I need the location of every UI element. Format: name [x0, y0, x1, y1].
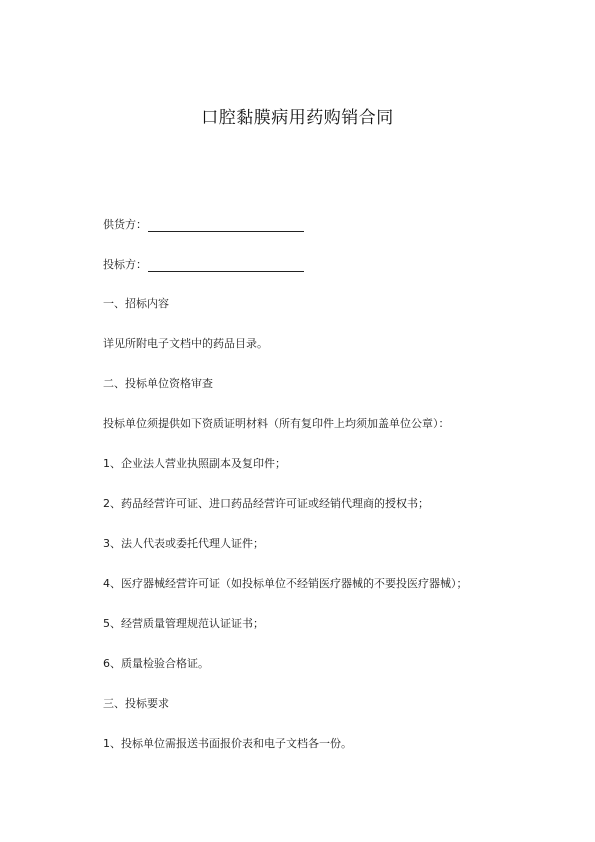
supplier-line [103, 218, 304, 232]
bidder-label: 投标方： [103, 258, 147, 271]
requirement-item-1: 1、投标单位需报送书面报价表和电子文档各一份。 [103, 737, 352, 750]
section-heading-qualification: 二、投标单位资格审查 [103, 377, 213, 390]
section-heading-requirements: 三、投标要求 [103, 697, 169, 710]
list-item-3: 3、法人代表或委托代理人证件； [103, 537, 264, 550]
list-item-6: 6、质量检验合格证。 [103, 657, 209, 670]
paragraph-catalog-note: 详见所附电子文档中的药品目录。 [103, 337, 268, 350]
list-item-4: 4、医疗器械经营许可证（如投标单位不经销医疗器械的不要投医疗器械）； [103, 577, 468, 590]
list-item-1: 1、企业法人营业执照副本及复印件； [103, 457, 286, 470]
section-heading-bidding-content: 一、招标内容 [103, 297, 169, 310]
document-title: 口腔黏膜病用药购销合同 [201, 108, 394, 128]
supplier-label: 供货方： [103, 218, 147, 231]
bidder-blank [148, 258, 304, 272]
supplier-blank [148, 218, 304, 232]
paragraph-qualification-intro: 投标单位须提供如下资质证明材料（所有复印件上均须加盖单位公章）： [103, 417, 450, 430]
bidder-line [103, 258, 304, 272]
list-item-2: 2、药品经营许可证、进口药品经营许可证或经销代理商的授权书； [103, 497, 429, 510]
list-item-5: 5、经营质量管理规范认证证书； [103, 617, 264, 630]
